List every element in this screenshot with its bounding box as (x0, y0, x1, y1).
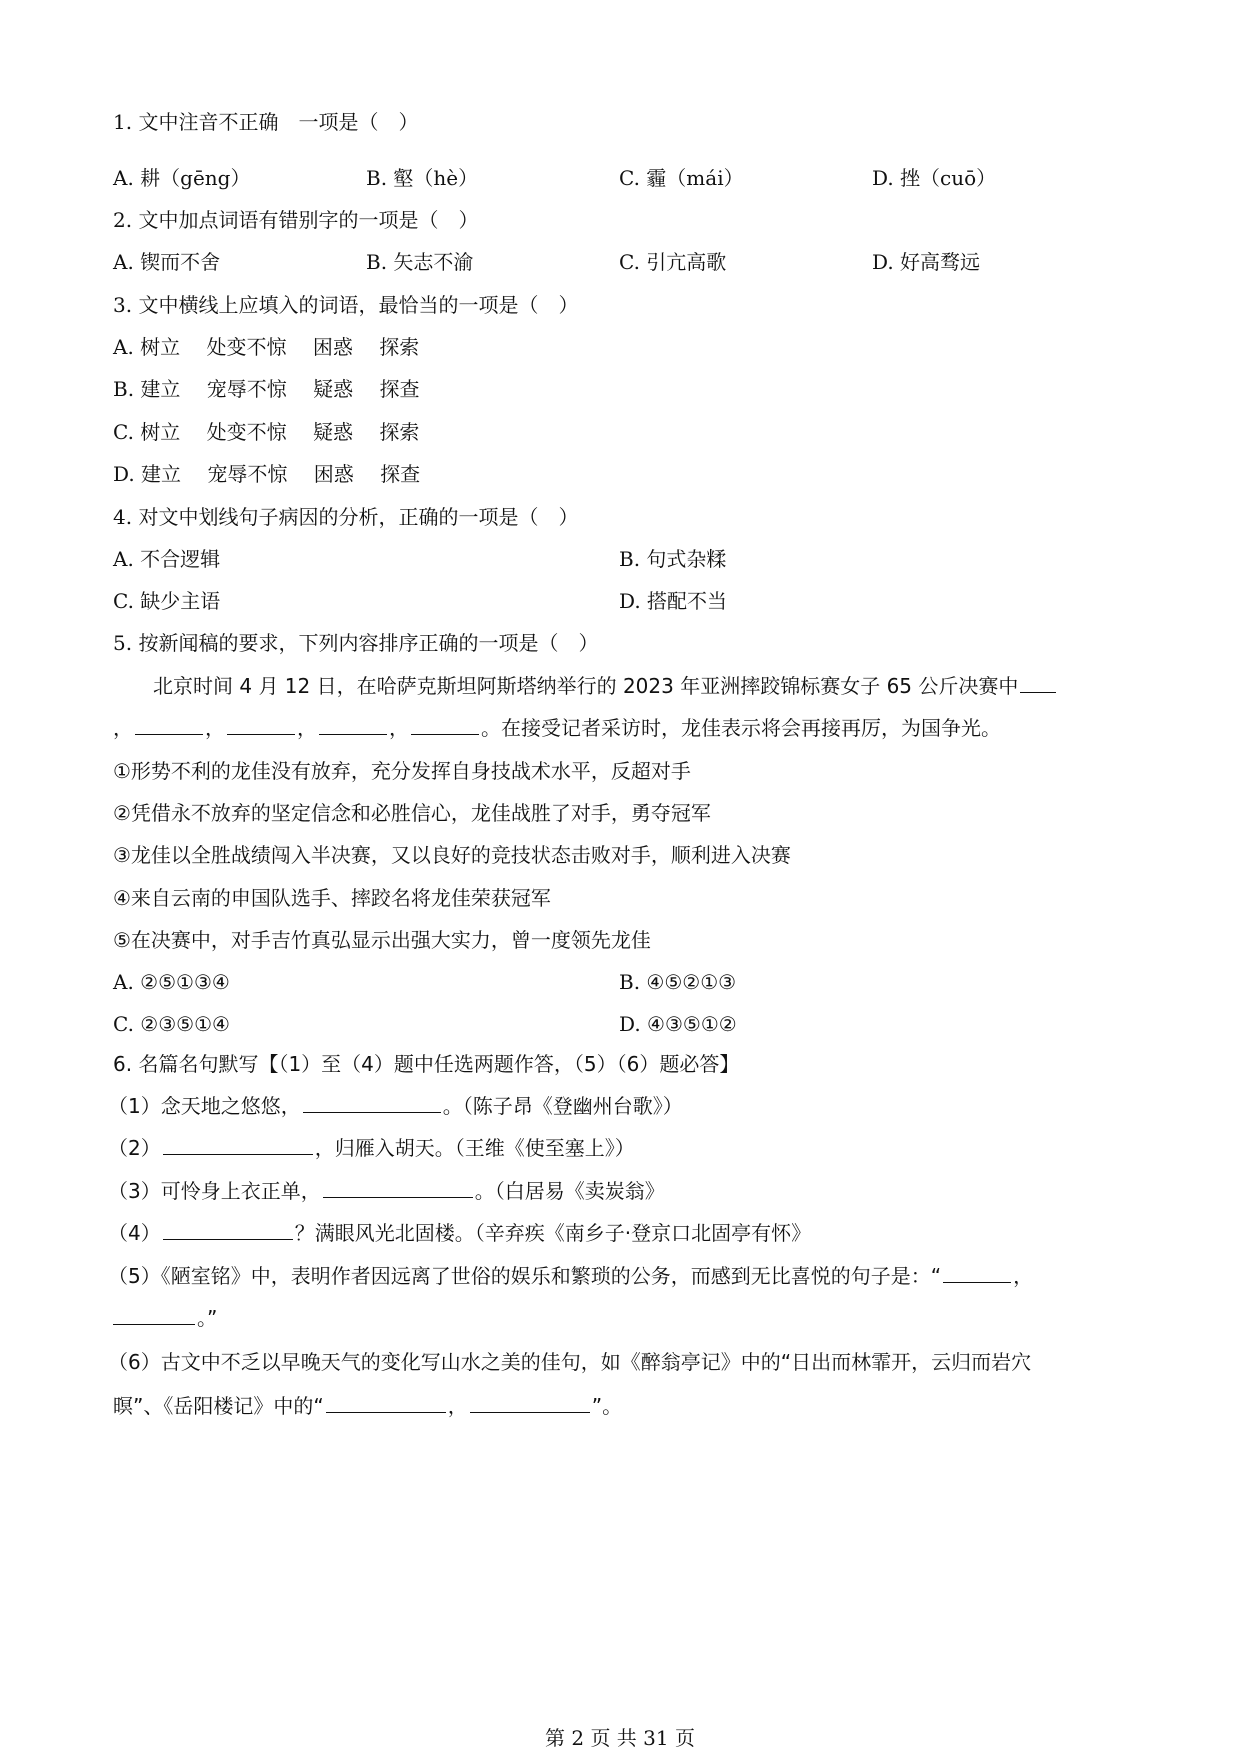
q1-option-d[interactable]: D. 挫（cuō） (872, 166, 997, 190)
q5-blank-4[interactable] (319, 714, 387, 735)
q1-stem: 1. 文中注音不正确 一项是（ ） (113, 110, 419, 134)
q2-option-b[interactable]: B. 矢志不渝 (366, 250, 474, 274)
q5-blank-5[interactable] (411, 714, 479, 735)
q6-s6-end: ”。 (591, 1394, 623, 1418)
q6-s2-post: ，归雁入胡天。（王维《使至塞上》） (314, 1136, 635, 1160)
q5-blank-1[interactable] (1020, 672, 1056, 693)
q1-option-a[interactable]: A. 耕（gēng） (113, 166, 251, 190)
q5-passage-line2 (113, 714, 1001, 742)
q5-item-3: ③龙佳以全胜战绩闯入半决赛，又以良好的竞技状态击败对手，顺利进入决赛 (113, 843, 791, 867)
q6-s1-pre: （1）念天地之悠悠， (108, 1094, 301, 1118)
q3-option-c[interactable]: C. 树立 处变不惊 疑惑 探索 (113, 420, 420, 444)
q5-stem: 5. 按新闻稿的要求，下列内容排序正确的一项是（ ） (113, 631, 599, 655)
q5-item-2: ②凭借永不放弃的坚定信念和必胜信心，龙佳战胜了对手，勇夺冠军 (113, 801, 711, 825)
q6-stem-text: 6. 名篇名句默写【（1）至（4）题中任选两题作答，（5）（6）题必答】 (113, 1052, 740, 1076)
q6-s4-post: ？满眼风光北固楼。（辛弃疾《南乡子·登京口北固亭有怀》 (294, 1221, 812, 1245)
q5-option-c[interactable]: C. ②③⑤①④ (113, 1012, 230, 1036)
q6-s4-pre: （4） (108, 1221, 161, 1245)
q6-s3-pre: （3）可怜身上衣正单， (108, 1179, 321, 1203)
q4-option-a[interactable]: A. 不合逻辑 (113, 547, 221, 571)
q3-option-a[interactable]: A. 树立 处变不惊 困惑 探索 (113, 335, 420, 359)
q1-option-b[interactable]: B. 壑（hè） (366, 166, 479, 190)
q6-s1-post: 。（陈子昂《登幽州台歌》） (442, 1094, 683, 1118)
q2-stem: 2. 文中加点词语有错别字的一项是（ ） (113, 208, 479, 232)
q4-stem: 4. 对文中划线句子病因的分析，正确的一项是（ ） (113, 505, 579, 529)
q6-s6-blank-2[interactable] (470, 1392, 590, 1413)
q4-option-b[interactable]: B. 句式杂糅 (619, 547, 727, 571)
q6-sub-5-line2 (113, 1304, 217, 1332)
q5-passage-line1 (153, 672, 1058, 700)
q6-sub-6-line1: （6）古文中不乏以早晚天气的变化写山水之美的佳句，如《醉翁亭记》中的“日出而林霏开，云归而岩穴 (108, 1350, 1032, 1374)
q6-s5-end: 。” (197, 1306, 218, 1330)
q5-option-b[interactable]: B. ④⑤②①③ (619, 970, 737, 994)
q6-s5-blank-2[interactable] (113, 1304, 195, 1325)
q4-option-d[interactable]: D. 搭配不当 (619, 589, 728, 613)
q5-sep: ， (205, 716, 225, 740)
q6-s6-blank-1[interactable] (326, 1392, 446, 1413)
q3-option-d[interactable]: D. 建立 宠辱不惊 困惑 探查 (113, 462, 421, 486)
q2-option-d[interactable]: D. 好高骛远 (872, 250, 981, 274)
q3-option-b[interactable]: B. 建立 宠辱不惊 疑惑 探查 (113, 377, 420, 401)
q6-s2-pre: （2） (108, 1136, 161, 1160)
q6-s2-blank[interactable] (163, 1134, 313, 1155)
q5-option-d[interactable]: D. ④③⑤①② (619, 1012, 737, 1036)
q6-sub-1 (108, 1092, 683, 1120)
q5-passage-end: 。在接受记者采访时，龙佳表示将会再接再厉，为国争光。 (481, 716, 1001, 740)
q6-s3-blank[interactable] (323, 1177, 473, 1198)
q6-s3-post: 。（白居易《卖炭翁》 (474, 1179, 665, 1203)
q2-option-a[interactable]: A. 锲而不舍 (113, 250, 221, 274)
q6-sub-5-line1 (108, 1262, 1033, 1290)
q4-option-c[interactable]: C. 缺少主语 (113, 589, 221, 613)
q5-sep: ， (297, 716, 317, 740)
q5-passage-text: 北京时间 4 月 12 日，在哈萨克斯坦阿斯塔纳举行的 2023 年亚洲摔跤锦标赛女子 65 公斤决赛中 (153, 674, 1019, 698)
q6-sub-3 (108, 1177, 665, 1205)
q6-sub-2 (108, 1134, 635, 1162)
q5-item-4: ④来自云南的申国队选手、摔跤名将龙佳荣获冠军 (113, 886, 551, 910)
q2-option-c[interactable]: C. 引亢高歌 (619, 250, 727, 274)
q5-sep: ， (389, 716, 409, 740)
q6-s1-blank[interactable] (303, 1092, 441, 1113)
q1-option-c[interactable]: C. 霾（mái） (619, 166, 744, 190)
q6-s5-blank-1[interactable] (943, 1262, 1011, 1283)
q6-sub-6-line2 (113, 1392, 622, 1420)
q6-stem (113, 1050, 739, 1078)
q6-s5-comma: ， (1013, 1264, 1034, 1288)
page-number: 第 2 页 共 31 页 (545, 1726, 695, 1750)
q5-blank-3[interactable] (227, 714, 295, 735)
q6-sub-4 (108, 1219, 811, 1247)
q5-sep: ， (113, 716, 133, 740)
q6-s5-text: （5）《陋室铭》中，表明作者因远离了世俗的娱乐和繁琐的公务，而感到无比喜悦的句子是：“ (108, 1264, 942, 1288)
q5-blank-2[interactable] (135, 714, 203, 735)
q6-s4-blank[interactable] (163, 1219, 293, 1240)
q3-stem: 3. 文中横线上应填入的词语，最恰当的一项是（ ） (113, 293, 579, 317)
q5-option-a[interactable]: A. ②⑤①③④ (113, 970, 230, 994)
q5-item-1: ①形势不利的龙佳没有放弃，充分发挥自身技战术水平，反超对手 (113, 759, 691, 783)
q6-s6-comma: ， (447, 1394, 468, 1418)
q6-s6-pre: 暝”、《岳阳楼记》中的“ (113, 1394, 324, 1418)
q5-item-5: ⑤在决赛中，对手吉竹真弘显示出强大实力，曾一度领先龙佳 (113, 928, 651, 952)
